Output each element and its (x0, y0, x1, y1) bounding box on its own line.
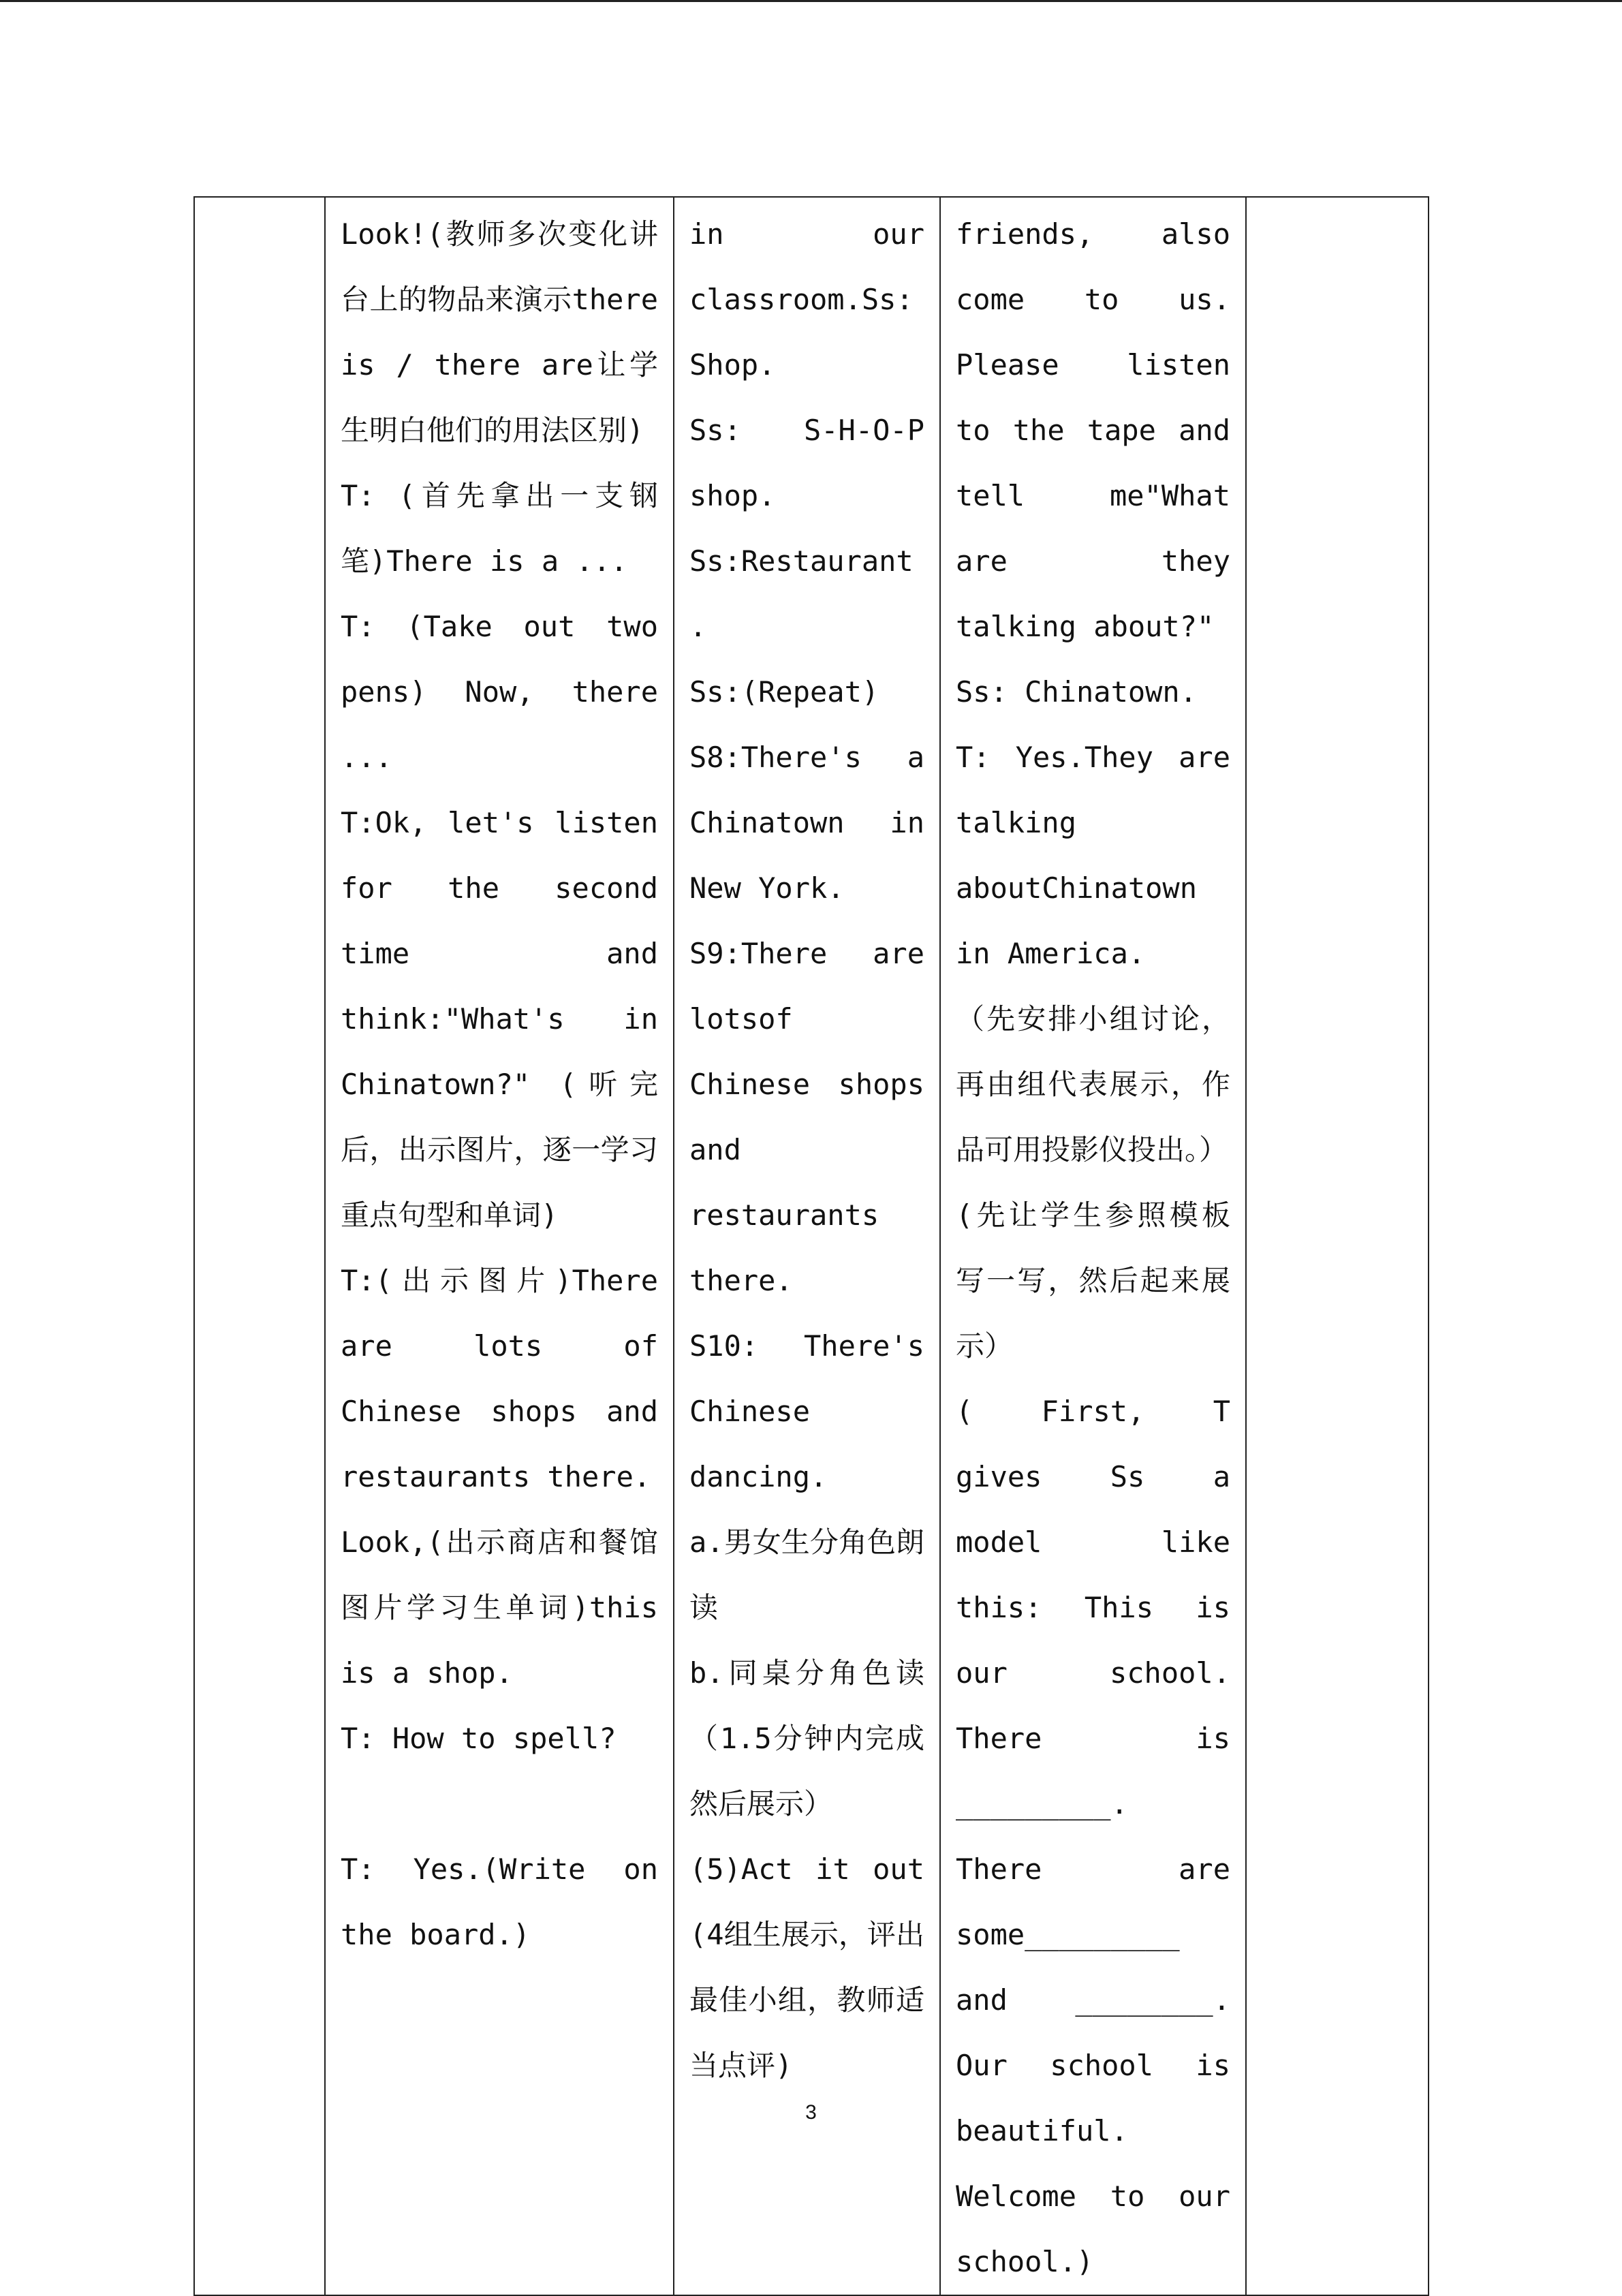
design-notes-text: friends, also come to us. Please listen to the tape and tell me"What are they talking about?" Ss: Chinatown. T: Yes.They are talking aboutChinatown in America. （先安排小组讨论，再由组代表展示，作品可用投影仪投出。） (先让学生参照模板写一写，然后起来展示） ( First, T gives Ss a model like this: This is our school. There is _________. There are some_________ and ________. Our school is beautiful. Welcome to our school.) (956, 217, 1230, 2278)
student-activity-text: in our classroom.Ss: Shop. Ss: S-H-O-P shop. Ss:Restaurant. Ss:(Repeat) S8:There's a Chinatown in New York. S9:There are lotsof Chinese shops and restaurants there. S10: There's Chinese dancing. a.男女生分角色朗读 b.同桌分角色读（1.5分钟内完成然后展示） (5)Act it out (4组生展示，评出最佳小组，教师适当点评) (689, 217, 924, 2082)
table-cell-design-notes (940, 197, 1246, 2295)
teacher-activity-text: Look!(教师多次变化讲台上的物品来演示there is / there are让学生明白他们的用法区别) T: (首先拿出一支钢笔)There is a ... T: (Take out two pens) Now, there ... T:Ok, let's listen for the second time and think:"What's in Chinatown?" (听完后，出示图片，逐一学习重点句型和单词) T:(出示图片)There are lots of Chinese shops and restaurants there. Look,(出示商店和餐馆图片学习生单词)this is a shop. T: How to spell? T: Yes.(Write on the board.) (341, 217, 658, 1951)
table-row (194, 197, 1429, 2295)
table-cell-teacher-activity (325, 197, 674, 2295)
table-cell-student-activity (674, 197, 940, 2295)
page-number: 3 (805, 2101, 817, 2124)
page-top-border (0, 0, 1622, 2)
table-cell-remarks (1246, 197, 1429, 2295)
table-cell-stage (194, 197, 325, 2295)
lesson-plan-table (193, 196, 1429, 2296)
